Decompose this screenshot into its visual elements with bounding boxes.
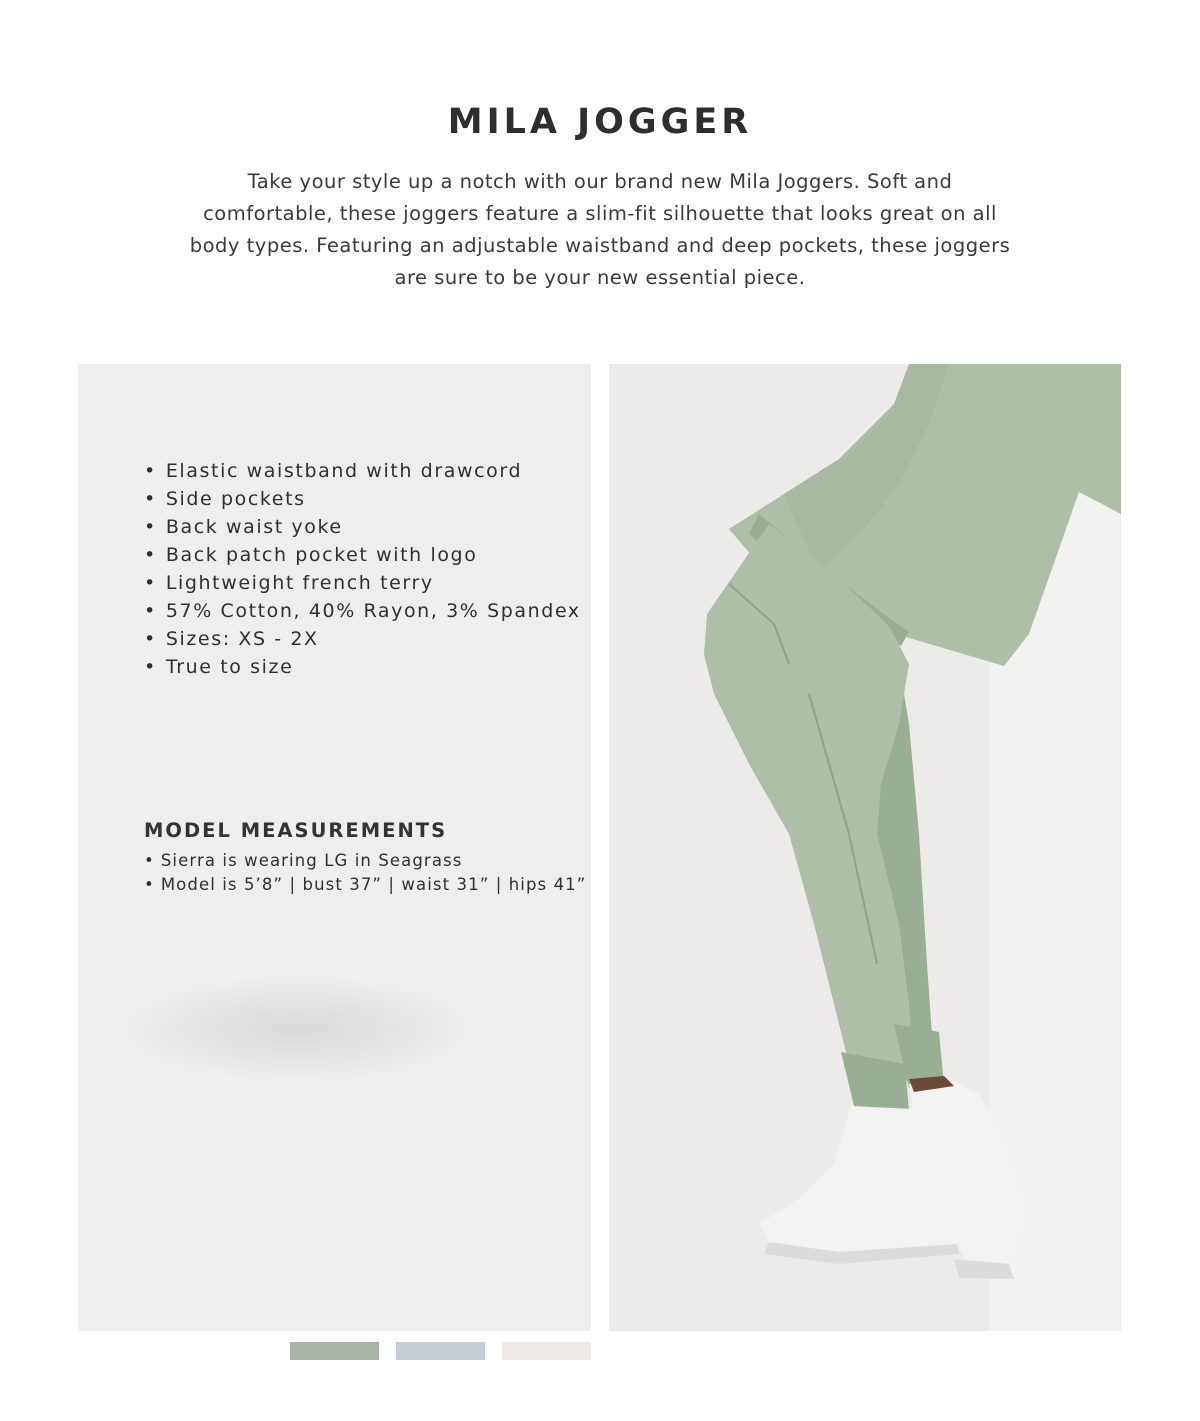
feature-item: • Back waist yoke — [144, 513, 581, 541]
feature-item: • Side pockets — [144, 485, 581, 513]
feature-item: • Sizes: XS - 2X — [144, 625, 581, 653]
feature-item: • Elastic waistband with drawcord — [144, 457, 581, 485]
measurement-item: • Model is 5’8” | bust 37” | waist 31” | hips 41” — [144, 873, 586, 897]
feature-item: • Back patch pocket with logo — [144, 541, 581, 569]
feature-item: • True to size — [144, 653, 581, 681]
product-title: MILA JOGGER — [447, 102, 753, 142]
product-description: Take your style up a notch with our brand new Mila Joggers. Soft and comfortable, these joggers feature a slim-fit silhouette that looks great on all body types. Featuring an adjustable waistband and deep pockets, these joggers are sure to be your new essential piece. — [189, 170, 1011, 289]
model-illustration — [609, 364, 1121, 1331]
product-details-panel — [78, 364, 591, 1331]
swatch-cream[interactable] — [502, 1342, 591, 1360]
swatch-blue-gray[interactable] — [396, 1342, 485, 1360]
product-photo — [609, 364, 1121, 1331]
model-measurements-list — [144, 849, 586, 897]
feature-list — [144, 457, 581, 681]
feature-item: • 57% Cotton, 40% Rayon, 3% Spandex — [144, 597, 581, 625]
decorative-shadow — [118, 974, 478, 1084]
swatch-seagrass[interactable] — [290, 1342, 379, 1360]
feature-item: • Lightweight french terry — [144, 569, 581, 597]
measurement-item: • Sierra is wearing LG in Seagrass — [144, 849, 586, 873]
model-measurements-heading: MODEL MEASUREMENTS — [144, 819, 448, 842]
